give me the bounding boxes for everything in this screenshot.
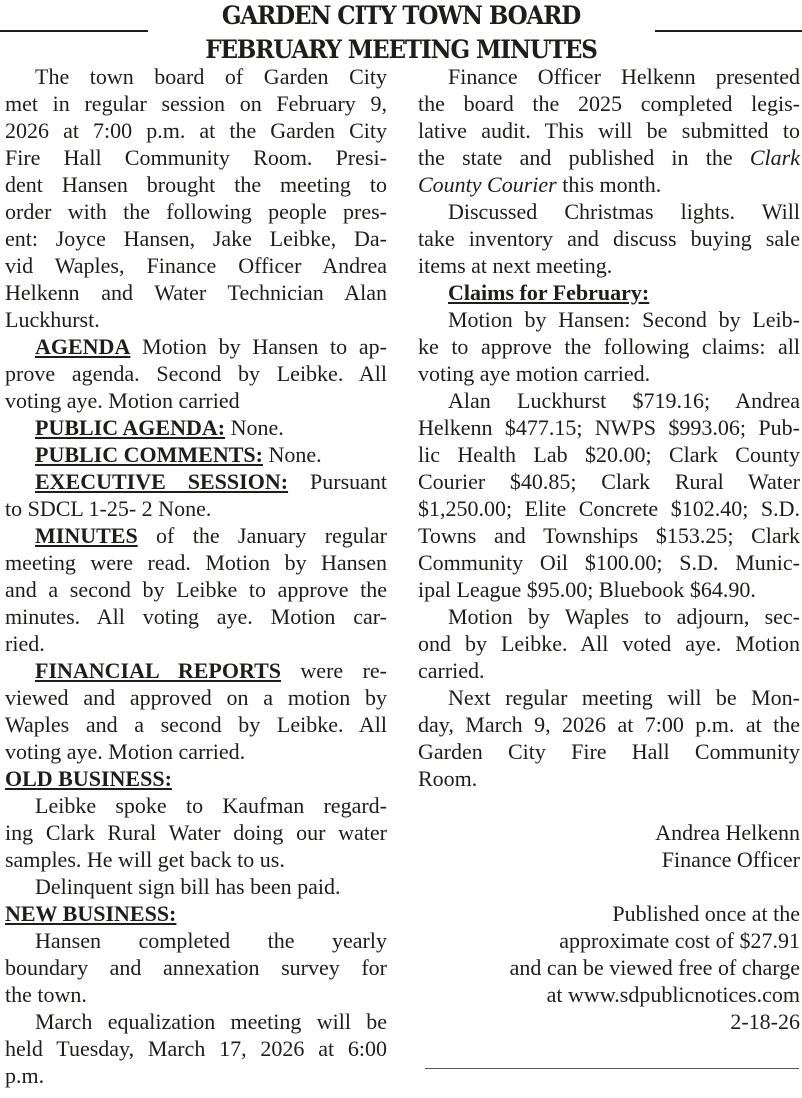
text-line: [5, 63, 387, 90]
paragraph: [418, 63, 800, 198]
text-line: [5, 279, 387, 306]
section-heading: AGENDA: [35, 334, 131, 359]
text-line: [418, 900, 800, 927]
paragraph: [5, 900, 387, 927]
text-line: [5, 1008, 387, 1035]
text-line: [418, 738, 800, 765]
text-line: [418, 765, 800, 792]
text-line: [418, 576, 800, 603]
text-line: [5, 900, 387, 927]
text-run: Helkenn and Water Technician Alan: [5, 280, 387, 305]
signature-block: [418, 819, 800, 873]
text-line: [418, 387, 800, 414]
paragraph: [5, 1008, 387, 1089]
text-line: [418, 225, 800, 252]
text-run: Motion by Hansen to ap-: [130, 334, 387, 359]
text-line: [5, 333, 387, 360]
text-line: [5, 468, 387, 495]
text-run: p.m.: [5, 1063, 45, 1088]
text-line: [418, 414, 800, 441]
section-heading: Claims for February:: [448, 280, 650, 305]
text-line: [5, 792, 387, 819]
text-line: [418, 819, 800, 846]
text-run: Motion by Hansen: Second by Leib-: [448, 307, 800, 332]
text-run: prove agenda. Second by Leibke. All: [5, 361, 387, 386]
text-run: Motion by Waples to adjourn, sec-: [448, 604, 800, 629]
text-run: Leibke spoke to Kaufman regard-: [35, 793, 387, 818]
text-run: Luckhurst.: [5, 307, 100, 332]
text-run: voting aye. Motion carried.: [5, 739, 246, 764]
text-line: [5, 738, 387, 765]
text-run: dent Hansen brought the meeting to: [5, 172, 387, 197]
text-run: 2026 at 7:00 p.m. at the Garden City: [5, 118, 387, 143]
spacer: [418, 792, 800, 819]
spacer: [418, 873, 800, 900]
paragraph: [418, 198, 800, 279]
text-run: the town.: [5, 982, 87, 1007]
paragraph: [418, 279, 800, 306]
italic-text: Clark: [749, 145, 800, 170]
text-run: ent: Joyce Hansen, Jake Leibke, Da-: [5, 226, 387, 251]
paragraph: [5, 657, 387, 765]
italic-text: County Courier: [418, 172, 557, 197]
text-line: [5, 117, 387, 144]
text-run: Alan Luckhurst $719.16; Andrea: [448, 388, 800, 413]
text-line: [5, 441, 387, 468]
text-line: [5, 90, 387, 117]
text-line: [418, 846, 800, 873]
text-line: [5, 1035, 387, 1062]
text-line: [5, 873, 387, 900]
text-line: [418, 252, 800, 279]
text-run: at www.sdpublicnotices.com: [546, 982, 800, 1007]
text-run: $1,250.00; Elite Concrete $102.40; S.D.: [418, 496, 800, 521]
text-run: 2-18-26: [730, 1009, 800, 1034]
text-run: meeting were read. Motion by Hansen: [5, 550, 387, 575]
text-run: carried.: [418, 658, 485, 683]
text-run: Towns and Townships $153.25; Clark: [418, 523, 800, 548]
text-run: Waples and a second by Leibke. All: [5, 712, 387, 737]
text-run: take inventory and discuss buying sale: [418, 226, 800, 251]
text-line: [5, 927, 387, 954]
text-run: ond by Leibke. All voted aye. Motion: [418, 631, 800, 656]
text-line: [418, 468, 800, 495]
text-run: voting aye. Motion carried: [5, 388, 240, 413]
paragraph: [5, 765, 387, 792]
text-run: and a second by Leibke to approve the: [5, 577, 387, 602]
text-run: lic Health Lab $20.00; Clark County: [418, 442, 800, 467]
text-line: [418, 711, 800, 738]
text-run: Finance Officer Helkenn presented: [448, 64, 800, 89]
text-run: Andrea Helkenn: [655, 820, 800, 845]
text-run: March equalization meeting will be: [35, 1009, 387, 1034]
text-line: [418, 603, 800, 630]
text-line: [5, 954, 387, 981]
text-run: None.: [225, 415, 284, 440]
text-line: [5, 765, 387, 792]
text-run: Pursuant: [288, 469, 388, 494]
paragraph: [418, 387, 800, 603]
text-line: [418, 144, 800, 171]
text-run: held Tuesday, March 17, 2026 at 6:00: [5, 1036, 387, 1061]
text-line: [418, 630, 800, 657]
text-run: day, March 9, 2026 at 7:00 p.m. at the: [418, 712, 800, 737]
text-line: [418, 63, 800, 90]
text-line: [5, 198, 387, 225]
text-run: to SDCL 1-25- 2 None.: [5, 496, 212, 521]
text-run: the state and published in the: [418, 145, 750, 170]
text-run: None.: [262, 442, 322, 467]
signature-block: [418, 900, 800, 1035]
text-line: [5, 576, 387, 603]
text-run: Next regular meeting will be Mon-: [448, 685, 800, 710]
text-line: [5, 252, 387, 279]
paragraph: [5, 792, 387, 873]
text-line: [5, 225, 387, 252]
paragraph: [5, 63, 387, 333]
text-line: [418, 306, 800, 333]
text-line: [5, 144, 387, 171]
text-run: this month.: [556, 172, 662, 197]
text-run: Discussed Christmas lights. Will: [448, 199, 800, 224]
text-line: [5, 819, 387, 846]
text-run: ipal League $95.00; Bluebook $64.90.: [418, 577, 756, 602]
text-run: samples. He will get back to us.: [5, 847, 285, 872]
text-run: and can be viewed free of charge: [509, 955, 800, 980]
section-heading: OLD BUSINESS:: [5, 766, 172, 791]
text-run: Fire Hall Community Room. Presi-: [5, 145, 387, 170]
section-heading: EXECUTIVE SESSION:: [35, 469, 289, 494]
text-run: ried.: [5, 631, 45, 656]
text-line: [5, 387, 387, 414]
text-line: [418, 360, 800, 387]
text-run: Hansen completed the yearly: [35, 928, 387, 953]
text-line: [418, 522, 800, 549]
text-line: [5, 846, 387, 873]
text-line: [5, 549, 387, 576]
text-line: [418, 927, 800, 954]
text-run: Garden City Fire Hall Community: [418, 739, 800, 764]
text-line: [5, 630, 387, 657]
text-line: [5, 360, 387, 387]
text-run: met in regular session on February 9,: [5, 91, 387, 116]
text-run: of the January regular: [137, 523, 387, 548]
paragraph: [5, 522, 387, 657]
section-heading: MINUTES: [35, 523, 138, 548]
paragraph: [5, 333, 387, 414]
text-run: Delinquent sign bill has been paid.: [35, 874, 341, 899]
paragraph: [5, 873, 387, 900]
text-run: the board the 2025 completed legis-: [418, 91, 800, 116]
notice-title-line2: FEBRUARY MEETING MINUTES: [205, 35, 597, 64]
text-run: ing Clark Rural Water doing our water: [5, 820, 387, 845]
text-run: Helkenn $477.15; NWPS $993.06; Pub-: [418, 415, 800, 440]
text-line: [5, 522, 387, 549]
text-line: [5, 603, 387, 630]
paragraph: [5, 927, 387, 1008]
text-run: items at next meeting.: [418, 253, 613, 278]
text-line: [5, 657, 387, 684]
text-line: [418, 954, 800, 981]
text-run: were re-: [281, 658, 387, 683]
left-column: [5, 63, 387, 1089]
paragraph: [418, 684, 800, 792]
text-line: [418, 90, 800, 117]
text-line: [418, 549, 800, 576]
section-heading: PUBLIC COMMENTS:: [35, 442, 263, 467]
text-run: Published once at the: [612, 901, 800, 926]
text-line: [5, 171, 387, 198]
text-line: [418, 198, 800, 225]
text-line: [418, 1008, 800, 1035]
text-run: Room.: [418, 766, 478, 791]
paragraph: [5, 441, 387, 468]
text-run: vid Waples, Finance Officer Andrea: [5, 253, 387, 278]
paragraph: [418, 603, 800, 684]
text-run: Courier $40.85; Clark Rural Water: [418, 469, 800, 494]
text-run: Community Oil $100.00; S.D. Munic-: [418, 550, 800, 575]
section-heading: NEW BUSINESS:: [5, 901, 177, 926]
text-line: [5, 711, 387, 738]
text-line: [418, 981, 800, 1008]
text-run: lative audit. This will be submitted to: [418, 118, 800, 143]
text-run: viewed and approved on a motion by: [5, 685, 387, 710]
section-heading: PUBLIC AGENDA:: [35, 415, 226, 440]
text-run: ke to approve the following claims: all: [418, 334, 800, 359]
text-run: voting aye motion carried.: [418, 361, 651, 386]
paragraph: [418, 306, 800, 387]
text-line: [418, 441, 800, 468]
paragraph: [5, 414, 387, 441]
text-line: [5, 981, 387, 1008]
text-line: [418, 279, 800, 306]
right-column: [418, 63, 800, 1035]
text-line: [418, 333, 800, 360]
text-line: [5, 414, 387, 441]
text-run: approximate cost of $27.91: [559, 928, 800, 953]
notice-title-line1: GARDEN CITY TOWN BOARD: [221, 1, 581, 30]
text-line: [5, 684, 387, 711]
text-line: [418, 657, 800, 684]
text-line: [418, 171, 800, 198]
text-line: [5, 495, 387, 522]
text-line: [5, 1062, 387, 1089]
end-rule: [425, 1068, 799, 1069]
text-run: order with the following people pres-: [5, 199, 387, 224]
text-line: [418, 117, 800, 144]
text-run: Finance Officer: [661, 847, 800, 872]
text-line: [418, 684, 800, 711]
text-run: minutes. All voting aye. Motion car-: [5, 604, 387, 629]
paragraph: [5, 468, 387, 522]
text-line: [418, 495, 800, 522]
text-run: The town board of Garden City: [35, 64, 387, 89]
section-heading: FINANCIAL REPORTS: [35, 658, 282, 683]
text-run: boundary and annexation survey for: [5, 955, 387, 980]
text-line: [5, 306, 387, 333]
